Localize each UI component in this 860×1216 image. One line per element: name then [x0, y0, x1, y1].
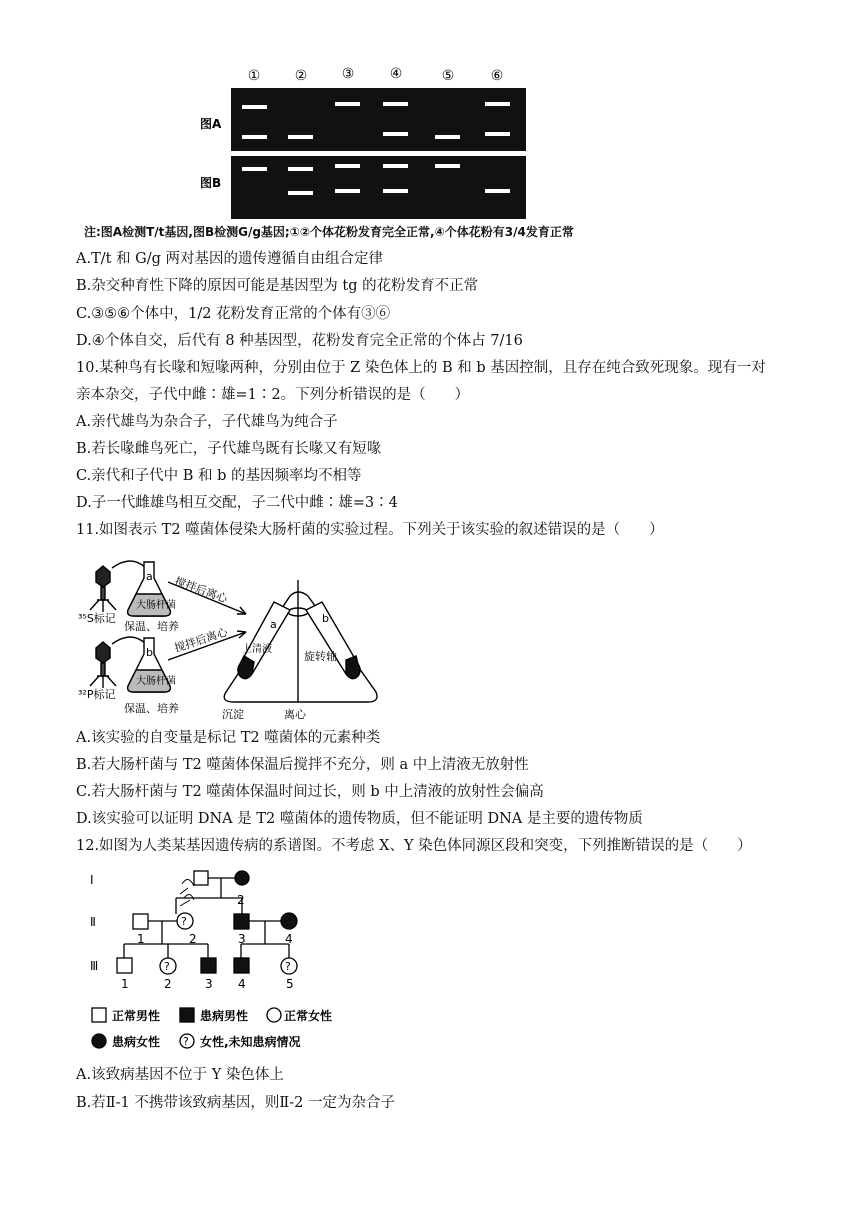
individual-II-1 [133, 914, 148, 929]
number-label: 1 [137, 932, 145, 946]
q11-option-d: D.该实验可以证明 DNA 是 T2 噬菌体的遗传物质，但不能证明 DNA 是主要的遗传物质 [76, 811, 643, 827]
lane-label-1: ① [247, 68, 261, 84]
band [383, 189, 408, 193]
q11-option-b: B.若大肠杆菌与 T2 噬菌体保温后搅拌不充分，则 a 中上清液无放射性 [76, 757, 529, 773]
band [335, 189, 360, 193]
phage-experiment-diagram [76, 552, 454, 722]
gel-electrophoresis-figure [194, 64, 526, 226]
gen-label-I: Ⅰ [90, 873, 94, 887]
phage-icon [90, 642, 116, 688]
label-s35: ³⁵S标记 [78, 612, 116, 625]
transfer-arrow [112, 561, 146, 568]
lane-label-2: ② [294, 68, 308, 84]
number-label: 3 [238, 932, 246, 946]
q10-option-c: C.亲代和子代中 B 和 b 的基因频率均不相等 [76, 468, 362, 484]
q12-option-b: B.若Ⅱ-1 不携带该致病基因，则Ⅱ-2 一定为杂合子 [76, 1095, 395, 1111]
unknown-mark: ? [285, 960, 291, 973]
unknown-mark: ? [164, 960, 170, 973]
band [435, 164, 460, 168]
band [485, 132, 510, 136]
individual-III-4 [234, 958, 249, 973]
individual-I-1 [194, 871, 208, 885]
band [383, 164, 408, 168]
q9-option-d: D.④个体自交，后代有 8 种基因型，花粉发育完全正常的个体占 7/16 [76, 333, 523, 349]
lane-label-4: ④ [389, 66, 403, 82]
q12-option-a: A.该致病基因不位于 Y 染色体上 [76, 1067, 284, 1083]
legend-unknown-female: 女性,未知患病情况 [200, 1035, 301, 1049]
axis-label: 旋转轴 [304, 650, 337, 663]
band [335, 102, 360, 106]
q9-option-a: A.T/t 和 G/g 两对基因的遗传遵循自由组合定律 [76, 251, 384, 267]
centrifuge-label: 离心 [284, 708, 306, 721]
q9-option-b: B.杂交种育性下降的原因可能是基因型为 tg 的花粉发育不正常 [76, 278, 479, 294]
gel-panel-b [231, 156, 526, 219]
unknown-mark: ? [181, 915, 187, 928]
lane-label-6: ⑥ [490, 68, 504, 84]
band [242, 167, 267, 171]
tube-b [306, 602, 360, 679]
q12-stem: 12.如图为人类某基因遗传病的系谱图。不考虑 X、Y 染色体同源区段和突变，下列推断错误的是（ ） [76, 838, 752, 854]
band [335, 164, 360, 168]
band [435, 135, 460, 139]
number-label: 2 [164, 977, 172, 991]
transfer-arrow [112, 637, 146, 644]
band [383, 102, 408, 106]
number-label: 4 [285, 932, 293, 946]
tube-a-letter: a [270, 618, 277, 631]
band [242, 135, 267, 139]
q10-option-a: A.亲代雄鸟为杂合子，子代雄鸟为纯合子 [76, 414, 338, 430]
individual-I-2 [235, 871, 249, 885]
q10-stem-line1: 10.某种鸟有长喙和短喙两种，分别由位于 Z 染色体上的 B 和 b 基因控制，且存在纯合致死现象。现有一对 [76, 360, 766, 376]
individual-III-1 [117, 958, 132, 973]
gen-label-III: Ⅲ [90, 959, 99, 973]
q11-option-a: A.该实验的自变量是标记 T2 噬菌体的元素种类 [76, 730, 381, 746]
stir-label-a: 搅拌后离心 [172, 574, 230, 606]
band [288, 167, 313, 171]
band [485, 189, 510, 193]
q11-option-c: C.若大肠杆菌与 T2 噬菌体保温时间过长，则 b 中上清液的放射性会偏高 [76, 784, 544, 800]
number-label: 2 [237, 893, 245, 907]
gel-panel-a [231, 88, 526, 151]
legend-normal-female-symbol [267, 1008, 281, 1022]
band [288, 191, 313, 195]
gen-label-II: Ⅱ [90, 915, 96, 929]
tube-b-letter: b [322, 612, 329, 625]
bacteria-label-b: 大肠杆菌 [136, 676, 176, 687]
number-label: 4 [238, 977, 246, 991]
q10-stem-line2: 亲本杂交，子代中雌∶雄=1∶2。下列分析错误的是（ ） [76, 387, 470, 403]
lane-label-3: ③ [341, 66, 355, 82]
legend-normal-male: 正常男性 [112, 1009, 161, 1023]
number-label: 5 [286, 977, 294, 991]
row-a-label: 图A [200, 117, 222, 131]
supernatant-label: 上清液 [242, 644, 272, 655]
stir-label-b: 搅拌后离心 [172, 625, 230, 655]
number-label: 1 [121, 977, 129, 991]
band [383, 132, 408, 136]
legend-affected-female-symbol [92, 1034, 106, 1048]
band [288, 135, 313, 139]
lane-label-5: ⑤ [441, 68, 455, 84]
individual-III-3 [201, 958, 216, 973]
legend-affected-male: 患病男性 [200, 1009, 249, 1023]
gel-note: 注:图A检测T/t基因,图B检测G/g基因;①②个体花粉发育完全正常,④个体花粉有3/4发育正常 [84, 225, 574, 239]
bacteria-label-a: 大肠杆菌 [136, 600, 176, 611]
legend-normal-male-symbol [92, 1008, 106, 1022]
unknown-mark: ? [183, 1035, 189, 1048]
number-label: 3 [205, 977, 213, 991]
legend-normal-female: 正常女性 [284, 1009, 333, 1023]
legend-affected-female: 患病女性 [112, 1035, 161, 1049]
incubate-label-b: 保温、培养 [124, 702, 179, 715]
q10-option-b: B.若长喙雌鸟死亡，子代雄鸟既有长喙又有短喙 [76, 441, 382, 457]
q9-option-c: C.③⑤⑥个体中，1/2 花粉发育正常的个体有③⑥ [76, 306, 391, 322]
incubate-label-a: 保温、培养 [124, 620, 179, 633]
legend-affected-male-symbol [180, 1008, 194, 1022]
q10-option-d: D.子一代雌雄鸟相互交配，子二代中雌∶雄=3∶4 [76, 495, 398, 511]
flask-a-letter: a [146, 570, 153, 583]
flask-b-letter: b [146, 646, 153, 659]
sediment-label: 沉淀 [222, 708, 244, 721]
label-p32: ³²P标记 [78, 688, 116, 701]
band [242, 105, 267, 109]
individual-II-3 [234, 914, 249, 929]
q11-stem: 11.如图表示 T2 噬菌体侵染大肠杆菌的实验过程。下列关于该实验的叙述错误的是（ ） [76, 522, 664, 538]
number-label: 2 [189, 932, 197, 946]
row-b-label: 图B [200, 176, 222, 190]
individual-II-4 [281, 913, 297, 929]
pedigree-chart [76, 864, 346, 1060]
band [485, 102, 510, 106]
phage-icon [90, 566, 116, 612]
